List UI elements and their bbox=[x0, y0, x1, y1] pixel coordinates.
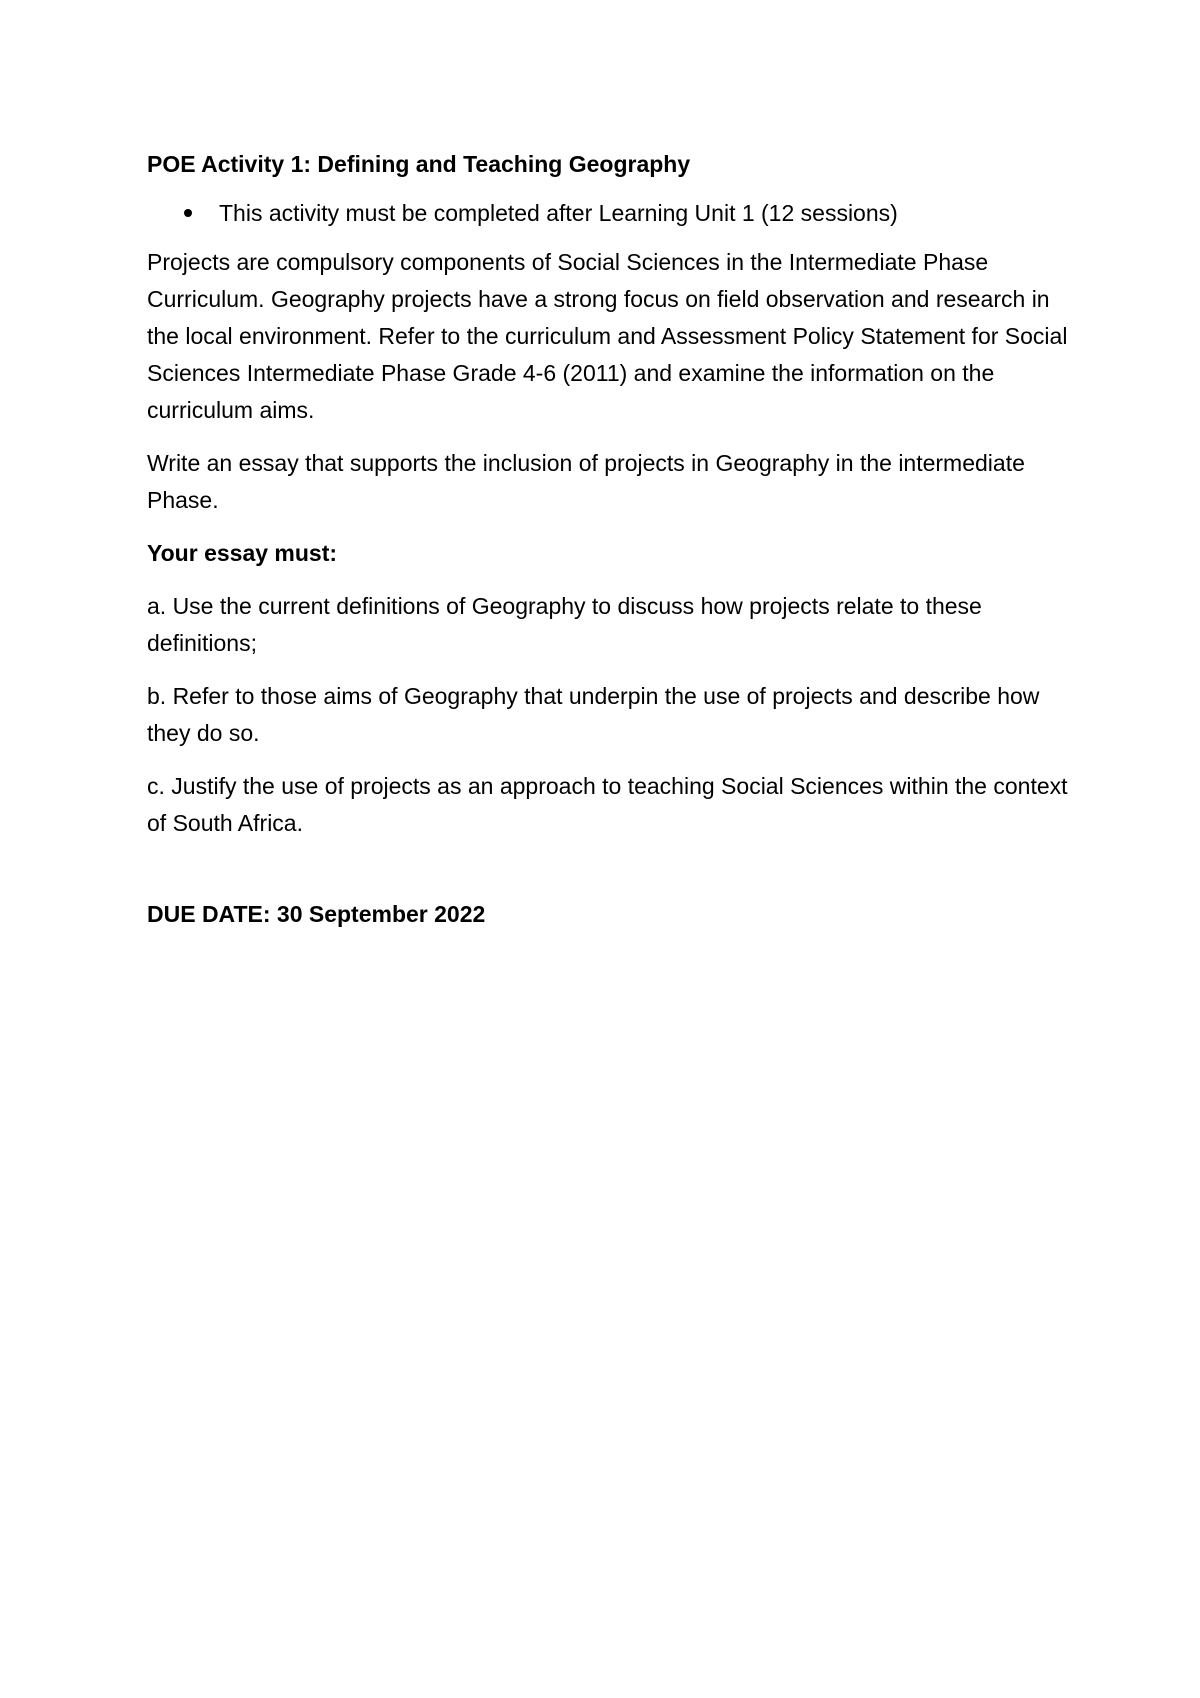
bullet-icon bbox=[184, 209, 192, 217]
requirement-a: a. Use the current definitions of Geography to discuss how projects relate to these definitions; bbox=[147, 593, 982, 656]
essay-requirements-heading: Your essay must: bbox=[147, 540, 338, 566]
activity-title: POE Activity 1: Defining and Teaching Geography bbox=[147, 151, 691, 177]
requirement-b: b. Refer to those aims of Geography that underpin the use of projects and describe how they do so. bbox=[147, 683, 1040, 746]
due-date: DUE DATE: 30 September 2022 bbox=[147, 901, 486, 927]
bullet-list bbox=[147, 196, 1077, 230]
document-body bbox=[147, 148, 1077, 949]
requirement-c: c. Justify the use of projects as an approach to teaching Social Sciences within the context of South Africa. bbox=[147, 773, 1068, 836]
intro-paragraph: Projects are compulsory components of Social Sciences in the Intermediate Phase Curriculum. Geography projects have a strong focus on field observation and research in the local environment. Refer to the curriculum and Assessment Policy Statement for Social Sciences Intermediate Phase Grade 4-6 (2011) and examine the information on the curriculum aims. bbox=[147, 249, 1068, 423]
bullet-item bbox=[147, 196, 1077, 230]
bullet-text: This activity must be completed after Learning Unit 1 (12 sessions) bbox=[219, 200, 898, 226]
essay-instruction: Write an essay that supports the inclusion of projects in Geography in the intermediate Phase. bbox=[147, 450, 1025, 513]
